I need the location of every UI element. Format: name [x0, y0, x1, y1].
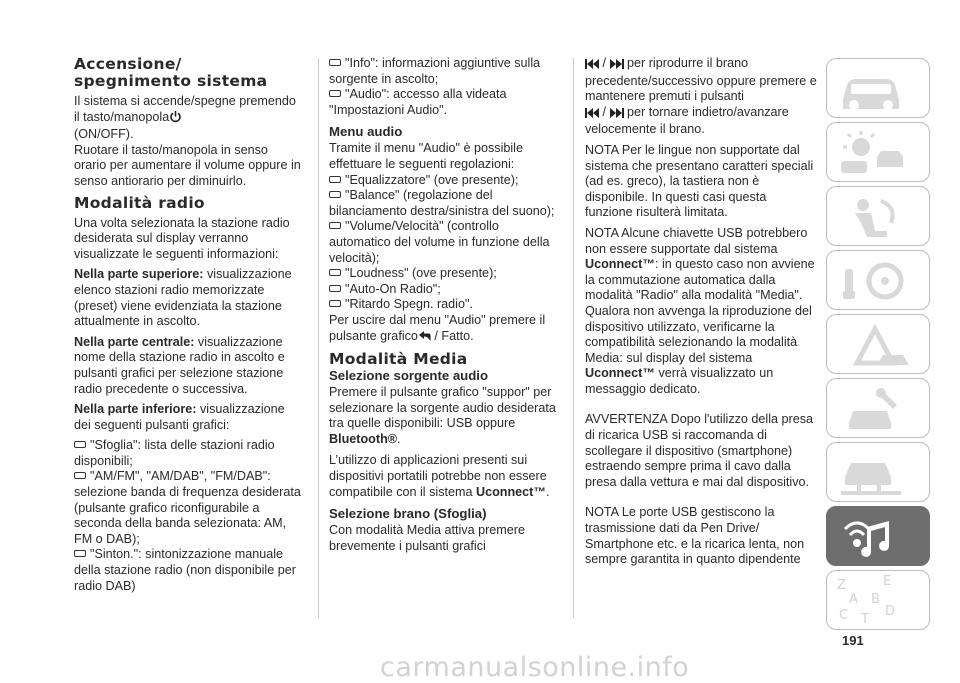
paragraph: Una volta selezionata la stazione radio desiderata sul display verranno visualizzate le seguenti informazioni: — [74, 215, 290, 261]
heading-menu-audio: Menu audio — [329, 124, 403, 140]
text: visualizzazione nome della stazione radio in ascolto e pulsanti grafici per selezione stazione radio precedente o successiva. — [74, 334, 285, 396]
seat-airbag-icon — [827, 187, 930, 246]
column-divider — [573, 58, 574, 618]
text: L’utilizzo di applicazioni presenti sui dispositivi portatili potrebbe non essere compatibile con il sistema — [329, 453, 547, 499]
bullet-icon — [74, 550, 86, 557]
label-superiore: Nella parte superiore: — [74, 267, 204, 282]
index-letter: E — [883, 574, 892, 589]
paragraph — [329, 453, 561, 500]
text: . — [397, 431, 401, 446]
bullet-item — [329, 266, 561, 282]
paragraph — [74, 335, 302, 397]
bullet-icon — [329, 59, 341, 66]
text: Il sistema si accende/spegne premendo il tasto/manopola — [74, 94, 296, 124]
text: (ON/OFF). — [74, 127, 134, 142]
uconnect-label: Uconnect™ — [476, 484, 546, 499]
paragraph — [329, 313, 561, 346]
text: per riprodurre il brano precedente/successivo oppure premere e mantenere premuti i pulsanti — [585, 56, 817, 104]
column-3 — [585, 56, 817, 573]
text: / — [602, 56, 606, 70]
text: "Audio": accesso alla videata "Impostazioni Audio". — [329, 87, 507, 117]
text: Per uscire dal menu "Audio" premere il pulsante grafico — [329, 312, 546, 343]
watermark: carmanualsonline.info — [380, 652, 690, 683]
tab-index[interactable] — [826, 570, 930, 630]
paragraph: Tramite il menu "Audio" è possibile effettuare le seguenti regolazioni: — [329, 141, 523, 171]
bullet-item — [74, 547, 302, 594]
text: "AM/FM", "AM/DAB", "FM/DAB": selezione banda di frequenza desiderata (pulsante grafico riconfigurabile a seconda della banda selezionata: AM, FM o DAB); — [74, 469, 301, 546]
heading-selezione-brano: Selezione brano (Sfoglia) — [329, 506, 487, 522]
note-paragraph: NOTA Le porte USB gestiscono la trasmissione dati da Pen Drive/ Smartphone etc. e la ricarica lenta, non sempre garantita in quanto dipendente — [585, 505, 805, 567]
key-steering-icon — [827, 251, 930, 310]
text: Premere il pulsante grafico "suppor" per selezionare la sorgente audio desiderata tra quelle disponibili: USB oppure — [329, 385, 556, 431]
index-letter: A — [849, 592, 858, 607]
bullet-item — [74, 469, 302, 547]
paragraph: Con modalità Media attiva premere brevemente i pulsanti grafici — [329, 523, 525, 553]
column-2 — [329, 56, 561, 559]
bullet-icon — [74, 472, 86, 479]
text: per tornare indietro/avanzare velocemente il brano. — [585, 104, 789, 137]
index-letter: Z — [837, 578, 846, 593]
car-lift-icon — [827, 443, 930, 502]
power-icon — [169, 110, 182, 128]
text: : in questo caso non avviene la commutazione automatica dalla modalità "Radio" alla modalità "Media". Qualora non avvenga la riproduzione del dispositivo utilizzato, verificarne la compatibilità selezionando la modalità Media: sul display del sistema — [585, 257, 815, 365]
bullet-icon — [329, 176, 341, 183]
next-track-icon — [610, 58, 624, 74]
previous-track-icon — [585, 58, 599, 74]
warning-paragraph: AVVERTENZA Dopo l'utilizzo della presa di ricarica USB si raccomanda di scollegare il dispositivo (smartphone) estraendo sempre prima il cavo dalla presa dalla vettura e mai dal dispositivo. — [585, 412, 814, 489]
page-number: 191 — [842, 633, 864, 648]
bullet-icon — [329, 300, 341, 307]
bullet-icon — [329, 269, 341, 276]
index-letter: C — [839, 608, 849, 623]
text: visualizzazione elenco stazioni radio memorizzate (preset) viene evidenziata la stazione attualmente in ascolto. — [74, 267, 292, 329]
column-1 — [74, 56, 302, 594]
bullet-icon — [329, 285, 341, 292]
tab-emergency[interactable] — [826, 314, 930, 374]
label-centrale: Nella parte centrale: — [74, 334, 195, 349]
text: "Sinton.": sintonizzazione manuale della stazione radio (non disponibile per radio DAB) — [74, 547, 296, 593]
paragraph — [74, 402, 302, 433]
text: verrà visualizzato un messaggio dedicato. — [585, 366, 774, 396]
back-arrow-icon — [418, 330, 431, 347]
text: "Info": informazioni aggiuntive sulla sorgente in ascolto; — [329, 56, 541, 86]
previous-track-icon — [585, 107, 599, 123]
uconnect-label: Uconnect™ — [585, 366, 655, 381]
text: / Fatto. — [430, 328, 474, 343]
text: "Volume/Velocità" (controllo automatico del volume in funzione della velocità); — [329, 219, 550, 265]
bluetooth-label: Bluetooth® — [329, 431, 398, 446]
index-letter: T — [861, 612, 869, 627]
paragraph — [585, 56, 817, 138]
label-inferiore: Nella parte inferiore: — [74, 402, 197, 417]
bullet-icon — [74, 441, 86, 448]
bullet-icon — [329, 191, 341, 198]
bullet-icon — [329, 222, 341, 229]
text: "Balance" (regolazione del bilanciamento destra/sinistra del suono); — [329, 188, 555, 218]
warning-triangle-icon — [827, 315, 930, 374]
paragraph — [74, 94, 302, 143]
tab-safety[interactable] — [826, 186, 930, 246]
heading-radio: Modalità radio — [74, 193, 205, 212]
bullet-item — [329, 188, 561, 219]
heading-selezione-sorgente: Selezione sorgente audio — [329, 368, 489, 384]
uconnect-label: Uconnect™ — [585, 257, 655, 272]
multimedia-icon — [827, 507, 930, 566]
index-letter: B — [871, 592, 880, 607]
tab-multimedia[interactable] — [826, 506, 930, 566]
paragraph — [329, 385, 561, 447]
text: . — [545, 484, 550, 499]
next-track-icon — [610, 107, 624, 123]
text: / — [602, 104, 606, 119]
text: "Auto-On Radio"; — [345, 281, 441, 296]
index-letters-icon — [827, 571, 930, 630]
dashboard-lights-icon — [827, 123, 930, 182]
text: "Loudness" (ove presente); — [345, 266, 497, 281]
car-icon — [827, 59, 930, 118]
bullet-item — [329, 87, 561, 118]
heading-accensione: Accensione/ spegnimento sistema — [74, 55, 268, 90]
paragraph: Ruotare il tasto/manopola in senso orario per aumentare il volume oppure in senso antiorario per diminuirlo. — [74, 142, 301, 188]
text: "Ritardo Spegn. radio". — [345, 297, 473, 312]
index-letter: D — [885, 604, 896, 619]
bullet-item — [329, 297, 561, 313]
heading-media: Modalità Media — [329, 350, 468, 369]
tab-technical[interactable] — [826, 442, 930, 502]
column-divider — [318, 58, 319, 618]
tab-starting[interactable] — [826, 250, 930, 310]
text: visualizzazione dei seguenti pulsanti grafici: — [74, 402, 285, 432]
wrench-car-icon — [827, 379, 930, 438]
note-paragraph — [585, 226, 817, 398]
bullet-item — [329, 282, 561, 298]
bullet-item — [329, 173, 561, 189]
bullet-item — [329, 56, 561, 87]
bullet-item — [329, 219, 561, 266]
bullet-icon — [329, 90, 341, 97]
text: NOTA Alcune chiavette USB potrebbero non essere supportate dal sistema — [585, 225, 808, 256]
text: "Sfoglia": lista delle stazioni radio disponibili; — [74, 438, 275, 468]
text: "Equalizzatore" (ove presente); — [345, 172, 519, 187]
note-paragraph: NOTA Per le lingue non supportate dal sistema che presentano caratteri speciali (ad es. greco), la tastiera non è disponibile. In questi casi questa funzione risulterà limitata. — [585, 142, 814, 220]
bullet-item — [74, 438, 302, 469]
paragraph — [74, 267, 302, 329]
tab-maintenance[interactable] — [826, 378, 930, 438]
tab-dashboard[interactable] — [826, 122, 930, 182]
tab-car[interactable] — [826, 58, 930, 118]
